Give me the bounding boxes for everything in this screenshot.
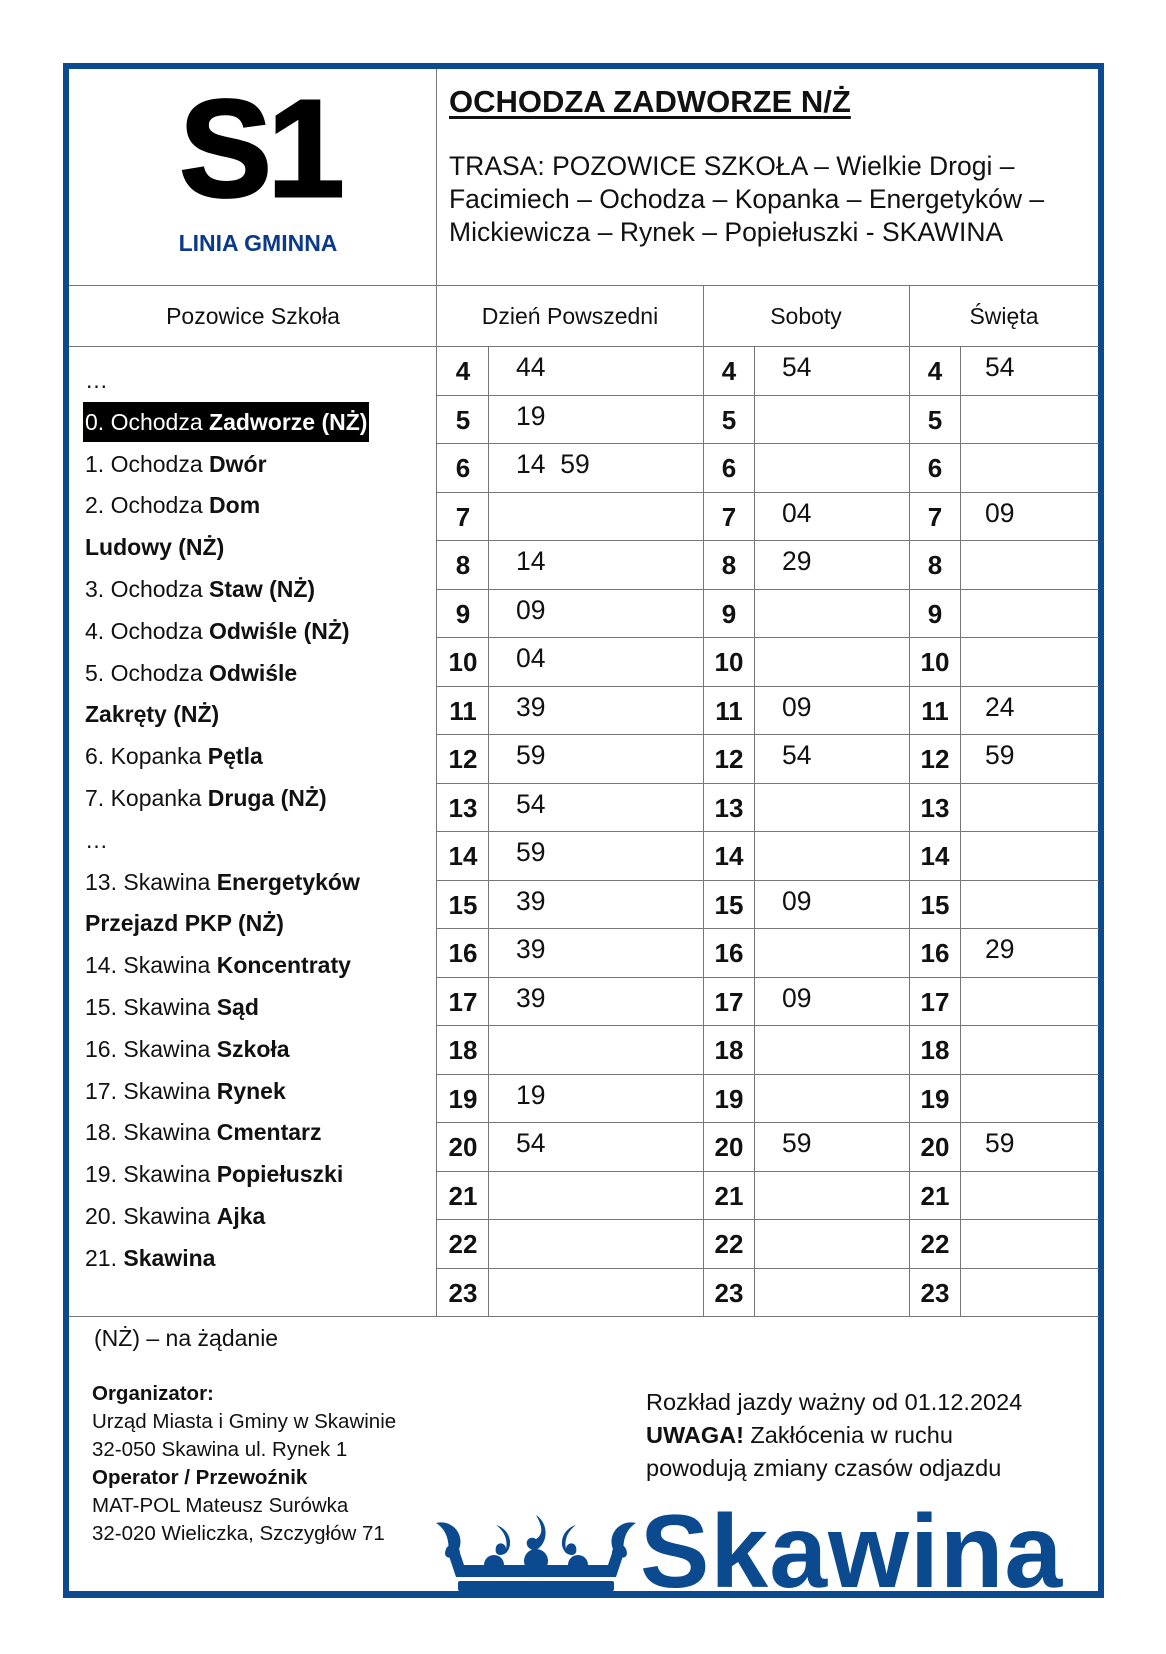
stop-locality: Kopanka [110,784,208,811]
stop-name: Ajka [216,1202,266,1229]
row-line [437,540,1099,541]
stop-row [85,736,435,778]
stop-number: 1. [85,450,105,477]
stop-number: 6. [85,743,105,770]
minutes-cell-weekday: 39 [516,691,546,722]
weekday-header: Dzień Powszedni [481,303,659,329]
stop-locality: … [85,367,108,393]
stop-number: 0. [85,408,105,435]
hour-cell-saturday: 5 [721,404,737,435]
stop-number: 21. [85,1244,117,1271]
operator-label: Operator / Przewoźnik [92,1466,308,1489]
saturday-header: Soboty [770,303,842,329]
header-divider-line [436,69,437,1316]
stop-row [85,1112,435,1154]
hour-cell-holiday: 19 [920,1083,950,1114]
hour-cell-holiday: 11 [921,695,949,726]
stop-item [85,862,435,904]
stop-item [85,1071,435,1113]
stop-number: 5. [85,659,105,686]
hour-cell-saturday: 8 [721,550,737,580]
hour-cell-holiday: 4 [927,356,943,386]
stop-name: Odwiśle [209,659,298,686]
stop-item [85,527,435,569]
hour-cell-saturday: 15 [714,889,744,920]
stop-name: Energetyków [216,868,360,895]
grid-bottom-line [69,1316,1099,1317]
row-line [437,1219,1099,1220]
hour-cell-holiday: 18 [920,1035,950,1065]
hour-cell-saturday: 17 [714,986,744,1017]
hour-cell-weekday: 5 [455,404,471,435]
row-line [437,443,1099,444]
stop-item [85,611,435,653]
stop-item [85,1196,435,1238]
notice-line [646,1419,1022,1452]
stop-row [85,1071,435,1113]
stop-name: Dwór [209,450,267,477]
hour-cell-weekday: 11 [449,695,477,726]
minutes-cell-saturday: 09 [782,982,812,1013]
minutes-cell-weekday: 09 [516,594,546,625]
stop-row [85,360,435,402]
hour-cell-weekday: 4 [455,356,471,386]
hour-cell-holiday: 15 [920,889,950,920]
minutes-cell-weekday: 14 59 [516,449,590,479]
hour-cell-holiday: 9 [927,598,943,629]
stop-locality: Skawina [123,1077,217,1104]
hour-cell-saturday: 7 [721,501,737,532]
hour-cell-weekday: 8 [455,550,471,580]
organizer-label: Organizator: [92,1382,214,1405]
organizer-address: 32-050 Skawina ul. Rynek 1 [92,1438,348,1461]
hour-cell-holiday: 14 [920,841,950,871]
stop-row [85,903,435,945]
stop-locality: Skawina [123,868,217,895]
hour-cell-weekday: 16 [448,938,478,968]
stop-row [85,778,435,820]
stop-row [85,694,435,736]
skawina-logo-text: Skawina [640,1494,1064,1610]
stop-row [85,987,435,1029]
crown-icon [436,1515,636,1595]
organizer-name: Urząd Miasta i Gminy w Skawinie [92,1410,397,1433]
stop-item [85,1238,435,1280]
hour-cell-weekday: 6 [455,453,471,483]
hour-cell-holiday: 13 [920,792,950,823]
stop-row [85,569,435,611]
minutes-cell-holiday: 09 [985,497,1015,528]
row-line [437,686,1099,687]
minutes-cell-holiday: 59 [985,1128,1015,1158]
hour-cell-saturday: 12 [714,744,744,774]
stop-name: Szkoła [216,1035,290,1062]
stop-item [85,903,435,945]
minutes-cell-weekday: 44 [516,352,546,382]
minutes-cell-weekday: 59 [516,740,546,770]
hour-cell-weekday: 12 [448,744,478,774]
stop-number: 15. [85,993,117,1020]
hour-cell-weekday: 23 [448,1277,478,1308]
route-path: TRASA: POZOWICE SZKOŁA – Wielkie Drogi – Facimiech – Ochodza – Kopanka – Energetyków – Mickiewicza – Rynek – Popiełuszki - SKAWINA [449,151,1045,247]
hour-cell-saturday: 11 [715,695,743,726]
notice-text-2: powodują zmiany czasów odjazdu [646,1455,1002,1481]
stop-name: Sąd [216,993,259,1020]
stop-item [85,569,435,611]
stop-number: 13. [85,868,117,895]
stop-item [85,653,435,695]
stop-name: Cmentarz [216,1119,322,1146]
stop-number: 19. [85,1161,117,1188]
stop-row [85,485,435,527]
stop-row [85,820,435,862]
hour-cell-saturday: 6 [721,453,737,483]
row-line [437,395,1099,396]
stop-item [85,360,435,402]
hour-cell-holiday: 8 [927,550,943,580]
hour-cell-saturday: 10 [714,647,744,677]
stop-locality: Skawina [123,993,217,1020]
stop-locality: Ochodza [110,450,210,477]
row-line [437,492,1099,493]
stop-name: Ludowy (NŻ) [85,534,225,561]
stop-row [85,1196,435,1238]
hour-cell-holiday: 7 [927,501,943,532]
stop-locality: Skawina [123,1119,217,1146]
route-code: S1 [179,72,341,226]
stop-row [85,1238,435,1280]
minutes-cell-weekday: 04 [516,643,546,673]
legend: (NŻ) – na żądanie [94,1325,279,1351]
stop-row [85,862,435,904]
row-line [437,880,1099,881]
hour-cell-saturday: 23 [714,1277,744,1308]
hour-cell-saturday: 14 [714,841,744,871]
minutes-cell-holiday: 24 [985,691,1015,722]
hour-cell-holiday: 6 [927,453,943,483]
stop-number: 4. [85,617,105,644]
hour-cell-saturday: 22 [714,1229,744,1259]
notice-text: Zakłócenia w ruchu [743,1422,953,1448]
operator-address: 32-020 Wieliczka, Szczygłów 71 [92,1522,385,1545]
stop-number: 14. [85,952,117,979]
stop-locality: Ochodza [110,408,210,435]
hour-cell-weekday: 7 [455,501,471,532]
stop-number: 3. [85,575,105,602]
minutes-cell-weekday: 14 [516,546,546,576]
minutes-cell-holiday: 59 [985,740,1015,770]
stop-locality: Kopanka [110,743,208,770]
stop-name: Przejazd PKP (NŻ) [85,910,284,937]
hour-cell-weekday: 19 [448,1083,478,1114]
hour-cell-saturday: 4 [721,356,737,386]
hour-cell-weekday: 10 [448,647,478,677]
hour-cell-holiday: 12 [920,744,950,774]
stop-item [85,1154,435,1196]
row-line [437,831,1099,832]
stop-number: 20. [85,1202,117,1229]
stop-number: 2. [85,492,105,519]
hour-cell-saturday: 13 [714,792,744,823]
stop-name: Staw (NŻ) [209,575,316,602]
stop-locality: Ochodza [110,617,210,644]
origin-stop-header: Pozowice Szkoła [166,303,340,329]
stop-name: Rynek [216,1077,286,1104]
minutes-cell-saturday: 09 [782,885,812,916]
stop-locality: Skawina [123,952,217,979]
hour-cell-saturday: 19 [714,1083,744,1114]
minutes-cell-holiday: 54 [985,352,1015,382]
stop-row [85,1154,435,1196]
hour-cell-holiday: 20 [920,1132,950,1162]
notice-label: UWAGA! [646,1422,744,1448]
stop-name: Druga (NŻ) [207,784,327,811]
hour-cell-holiday: 22 [920,1229,950,1259]
stop-name: Dom [209,492,261,519]
minutes-cell-saturday: 59 [782,1128,812,1158]
stop-number: 18. [85,1119,117,1146]
hour-cell-weekday: 21 [448,1180,478,1211]
row-line [437,589,1099,590]
stop-number: 16. [85,1035,117,1062]
hour-cell-saturday: 18 [714,1035,744,1065]
stop-item [85,778,435,820]
row-line [437,1268,1099,1269]
hour-cell-saturday: 21 [714,1180,744,1211]
hour-cell-weekday: 17 [448,986,478,1017]
stop-item [85,945,435,987]
stop-item [85,485,435,527]
valid-from: Rozkład jazdy ważny od 01.12.2024 [646,1389,1023,1415]
hour-cell-weekday: 20 [448,1132,478,1162]
stop-name: Pętla [207,743,263,770]
hour-cell-saturday: 9 [721,598,737,629]
hour-cell-saturday: 20 [714,1132,744,1162]
stop-number: 7. [85,784,105,811]
minutes-cell-weekday: 39 [516,885,546,916]
stop-name: Zadworze (NŻ) [209,408,368,435]
stop-row [85,653,435,695]
stop-locality: Skawina [123,1035,217,1062]
hour-cell-weekday: 15 [448,889,478,920]
stop-row [85,444,435,486]
stop-item [85,736,435,778]
footer-organizer [92,1380,396,1548]
hour-cell-weekday: 14 [448,841,478,871]
stop-locality: Ochodza [110,659,210,686]
minutes-cell-saturday: 29 [782,546,812,576]
line-type-label: LINIA GMINNA [178,230,338,256]
minutes-cell-weekday: 59 [516,837,546,867]
stop-item [85,987,435,1029]
stop-locality: Ochodza [110,575,210,602]
stop-item [85,444,435,486]
row-line [437,1074,1099,1075]
minutes-cell-weekday: 39 [516,934,546,964]
hour-cell-holiday: 5 [927,404,943,435]
minutes-cell-saturday: 09 [782,691,812,722]
minutes-cell-weekday: 39 [516,982,546,1013]
current-stop [83,402,369,442]
stop-locality: … [85,826,108,853]
row-line [437,1122,1099,1123]
minutes-cell-weekday: 54 [516,788,546,819]
stop-name: Koncentraty [216,952,351,979]
stop-locality: Skawina [123,1161,217,1188]
operator-name: MAT-POL Mateusz Surówka [92,1494,349,1517]
holiday-header: Święta [969,303,1039,329]
stop-name: Popiełuszki [216,1161,344,1188]
stop-row [85,611,435,653]
minutes-cell-saturday: 04 [782,497,812,528]
stop-row [85,945,435,987]
footer-notice [646,1386,1022,1485]
minutes-cell-saturday: 54 [782,740,812,770]
column-header-line [69,346,1099,347]
hour-cell-holiday: 10 [920,647,950,677]
hour-cell-weekday: 9 [455,598,471,629]
route-title: OCHODZA ZADWORZE N/Ż [449,84,851,119]
minutes-cell-holiday: 29 [985,934,1015,964]
minutes-cell-saturday: 54 [782,352,812,382]
minutes-cell-weekday: 19 [516,1079,546,1110]
stop-item [85,1029,435,1071]
stop-name: Odwiśle (NŻ) [209,617,350,644]
stop-name: Zakręty (NŻ) [85,701,220,728]
stop-item [85,820,435,862]
hour-cell-weekday: 22 [448,1229,478,1259]
hour-cell-saturday: 16 [714,938,744,968]
hour-cell-holiday: 16 [920,938,950,968]
stop-name: Skawina [123,1244,216,1271]
stops-list [85,360,435,1280]
row-line [437,1025,1099,1026]
row-line [437,977,1099,978]
hour-cell-holiday: 23 [920,1277,950,1308]
hour-cell-holiday: 17 [920,986,950,1017]
stop-row [85,1029,435,1071]
stop-number: 17. [85,1077,117,1104]
stop-row [85,402,435,444]
header-bottom-line [69,285,1099,286]
hour-cell-weekday: 18 [448,1035,478,1065]
stop-locality: Skawina [123,1202,217,1229]
row-line [437,637,1099,638]
row-line [437,783,1099,784]
row-line [437,734,1099,735]
hour-cell-weekday: 13 [448,792,478,823]
stop-locality: Ochodza [110,492,210,519]
stop-item [85,694,435,736]
hour-cell-holiday: 21 [920,1180,950,1211]
minutes-cell-weekday: 19 [516,400,546,431]
stop-row [85,527,435,569]
row-line [437,928,1099,929]
row-line [437,1171,1099,1172]
minutes-cell-weekday: 54 [516,1128,546,1158]
stop-item [85,1112,435,1154]
